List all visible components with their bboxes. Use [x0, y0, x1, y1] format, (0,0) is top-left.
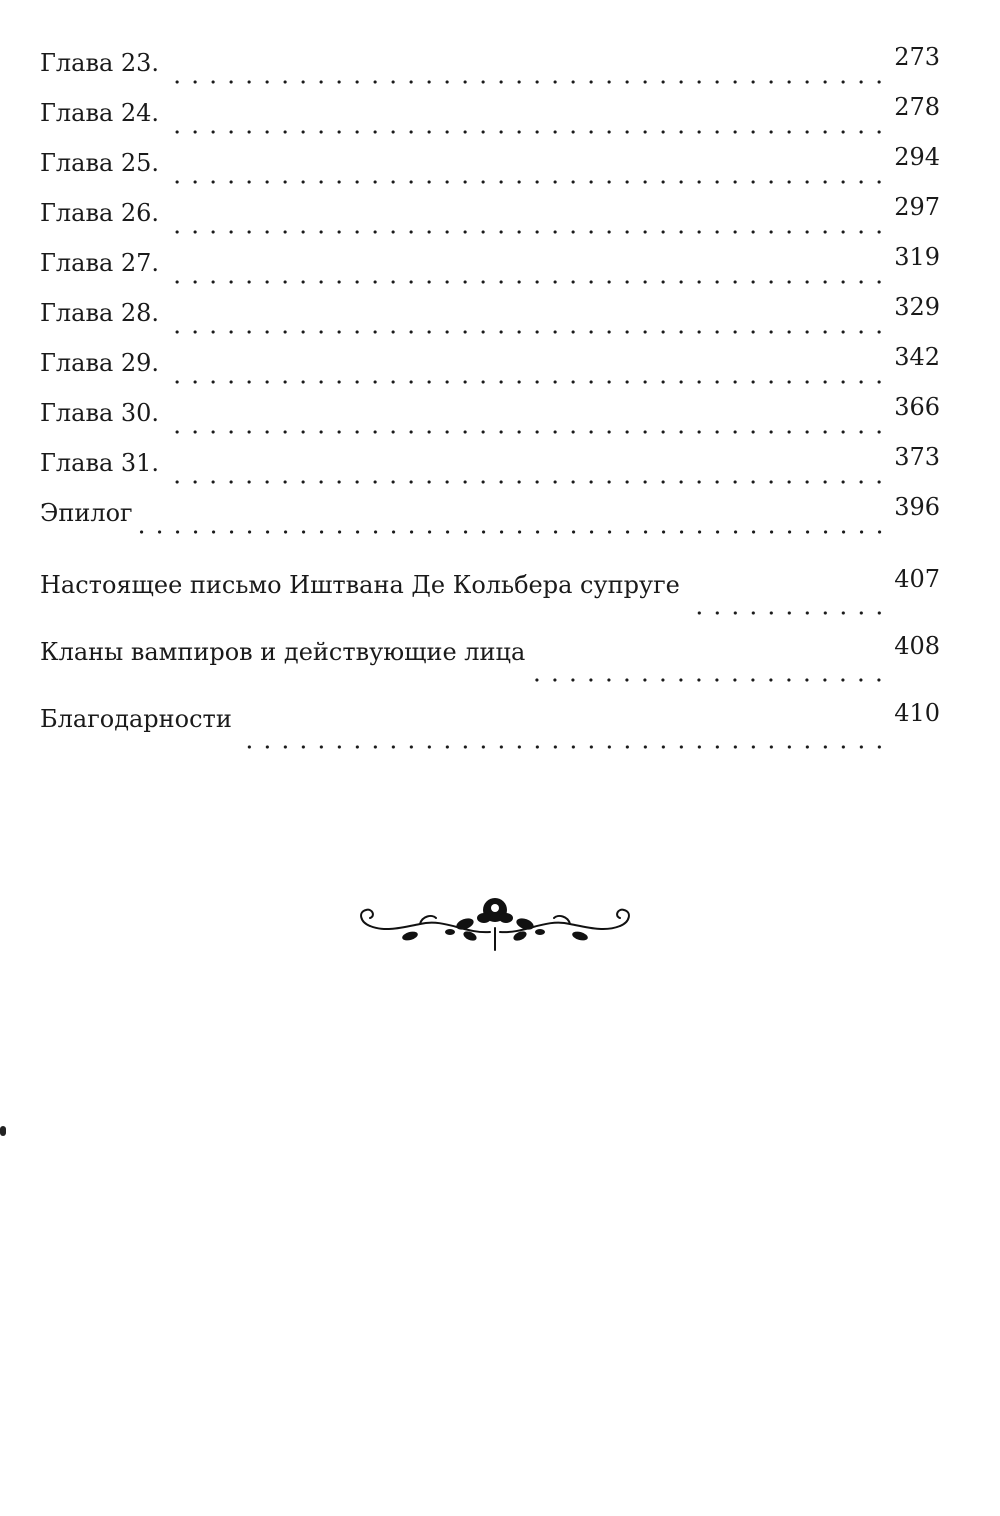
toc-entry-page: 342 [894, 343, 940, 371]
toc-entry-page: 396 [894, 493, 940, 521]
dot-leader [165, 230, 888, 234]
toc-entry-label: Глава 25. [40, 149, 160, 177]
toc-entry-label: Глава 23. [40, 49, 160, 77]
dot-leader [139, 530, 889, 534]
toc-entry-page: 329 [894, 293, 940, 321]
toc-entry-page: 294 [894, 143, 940, 171]
dot-leader [165, 480, 888, 484]
toc-entry-chapter-30 [40, 393, 940, 448]
toc-entry-page: 278 [894, 93, 940, 121]
page-speck [0, 1126, 6, 1136]
toc-entry-label: Кланы вампиров и действующие лица [40, 638, 526, 666]
toc-entry-label: Глава 31. [40, 449, 160, 477]
toc-entry-label: Настоящее письмо Иштвана Де Кольбера супруге [40, 571, 680, 599]
toc-entry-chapter-25 [40, 143, 940, 198]
dot-leader [165, 80, 888, 84]
toc-entry-chapter-23 [40, 43, 940, 98]
toc-entry-letter [40, 565, 940, 637]
toc-entry-label: Глава 29. [40, 349, 160, 377]
toc-entry-chapter-24 [40, 93, 940, 148]
toc-entry-label: Глава 24. [40, 99, 160, 127]
toc-entry-page: 373 [894, 443, 940, 471]
toc-entry-page: 407 [894, 565, 940, 593]
dot-leader [165, 180, 888, 184]
toc-entry-page: 273 [894, 43, 940, 71]
toc-entry-acknowledgements [40, 699, 940, 771]
dot-leader [686, 611, 888, 615]
dot-leader [165, 280, 888, 284]
toc-entry-page: 410 [894, 699, 940, 727]
toc-entry-label: Глава 26. [40, 199, 160, 227]
toc-entry-label: Благодарности [40, 705, 232, 733]
toc-appendix-list [40, 565, 940, 771]
dot-leader [165, 330, 888, 334]
toc-entry-chapter-31 [40, 443, 940, 498]
toc-entry-chapter-28 [40, 293, 940, 348]
dot-leader [165, 130, 888, 134]
dot-leader [531, 678, 888, 682]
dot-leader [165, 430, 888, 434]
toc-entry-clans [40, 632, 940, 704]
toc-entry-page: 297 [894, 193, 940, 221]
toc-entry-label: Глава 30. [40, 399, 160, 427]
toc-entry-label: Глава 27. [40, 249, 160, 277]
toc-entry-label: Эпилог [40, 499, 133, 527]
toc-entry-page: 319 [894, 243, 940, 271]
toc-entry-epilogue [40, 493, 940, 548]
toc-entry-page: 408 [894, 632, 940, 660]
toc-entry-page: 366 [894, 393, 940, 421]
floral-divider-icon [350, 888, 640, 958]
toc-entry-chapter-29 [40, 343, 940, 398]
toc-entry-chapter-26 [40, 193, 940, 248]
toc-chapter-list [40, 43, 940, 548]
toc-entry-label: Глава 28. [40, 299, 160, 327]
dot-leader [165, 380, 888, 384]
dot-leader [238, 745, 888, 749]
toc-entry-chapter-27 [40, 243, 940, 298]
